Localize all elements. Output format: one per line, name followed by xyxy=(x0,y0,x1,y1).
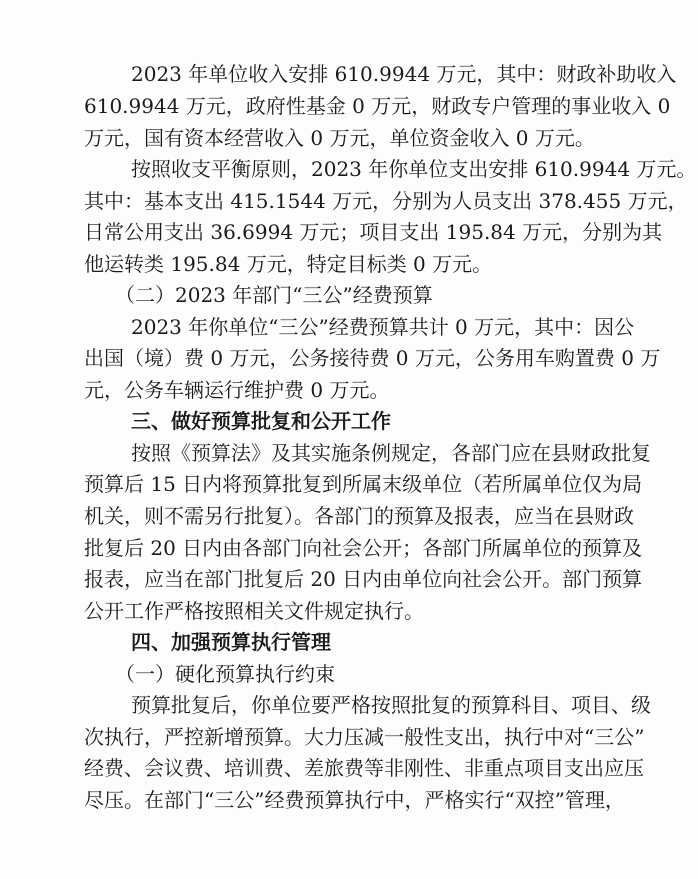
text-line: 2023 年你单位“三公”经费预算共计 0 万元，其中：因公 xyxy=(131,315,635,339)
text-line: 万元，国有资本经营收入 0 万元，单位资金收入 0 万元。 xyxy=(84,126,595,150)
text-line: 预算批复后，你单位要严格按照批复的预算科目、项目、级 xyxy=(131,693,651,717)
text-line: 预算后 15 日内将预算批复到所属末级单位（若所属单位仅为局 xyxy=(84,472,643,496)
text-line: 元，公务车辆运行维护费 0 万元。 xyxy=(84,378,390,402)
text-line: 次执行，严控新增预算。大力压减一般性支出，执行中对“三公” xyxy=(84,725,645,749)
text-line: 按照收支平衡原则，2023 年你单位支出安排 610.9944 万元。 xyxy=(131,157,697,181)
text-line: 日常公用支出 36.6994 万元；项目支出 195.84 万元，分别为其 xyxy=(84,220,663,244)
text-line: 其中：基本支出 415.1544 万元，分别为人员支出 378.455 万元， xyxy=(84,189,688,213)
section-subheading: （二）2023 年部门“三公”经费预算 xyxy=(115,283,433,307)
text-line: 出国（境）费 0 万元，公务接待费 0 万元，公务用车购置费 0 万 xyxy=(84,346,661,370)
text-line: 他运转类 195.84 万元，特定目标类 0 万元。 xyxy=(84,252,493,276)
text-line: 批复后 20 日内由各部门向社会公开；各部门所属单位的预算及 xyxy=(84,536,643,560)
section-heading: 四、加强预算执行管理 xyxy=(131,630,331,654)
text-line: 报表，应当在部门批复后 20 日内由单位向社会公开。部门预算 xyxy=(84,567,643,591)
section-subheading: （一）硬化预算执行约束 xyxy=(115,662,335,686)
text-line: 经费、会议费、培训费、差旅费等非刚性、非重点项目支出应压 xyxy=(84,756,644,780)
text-line: 机关，则不需另行批复）。各部门的预算及报表，应当在县财政 xyxy=(84,504,634,528)
text-line: 尽压。在部门“三公”经费预算执行中，严格实行“双控”管理， xyxy=(84,788,625,812)
text-line: 2023 年单位收入安排 610.9944 万元，其中：财政补助收入 xyxy=(131,62,677,86)
section-heading: 三、做好预算批复和公开工作 xyxy=(131,409,391,433)
text-line: 公开工作严格按照相关文件规定执行。 xyxy=(84,599,424,623)
text-line: 按照《预算法》及其实施条例规定，各部门应在县财政批复 xyxy=(131,441,651,465)
text-line: 610.9944 万元，政府性基金 0 万元，财政专户管理的事业收入 0 xyxy=(84,94,671,118)
